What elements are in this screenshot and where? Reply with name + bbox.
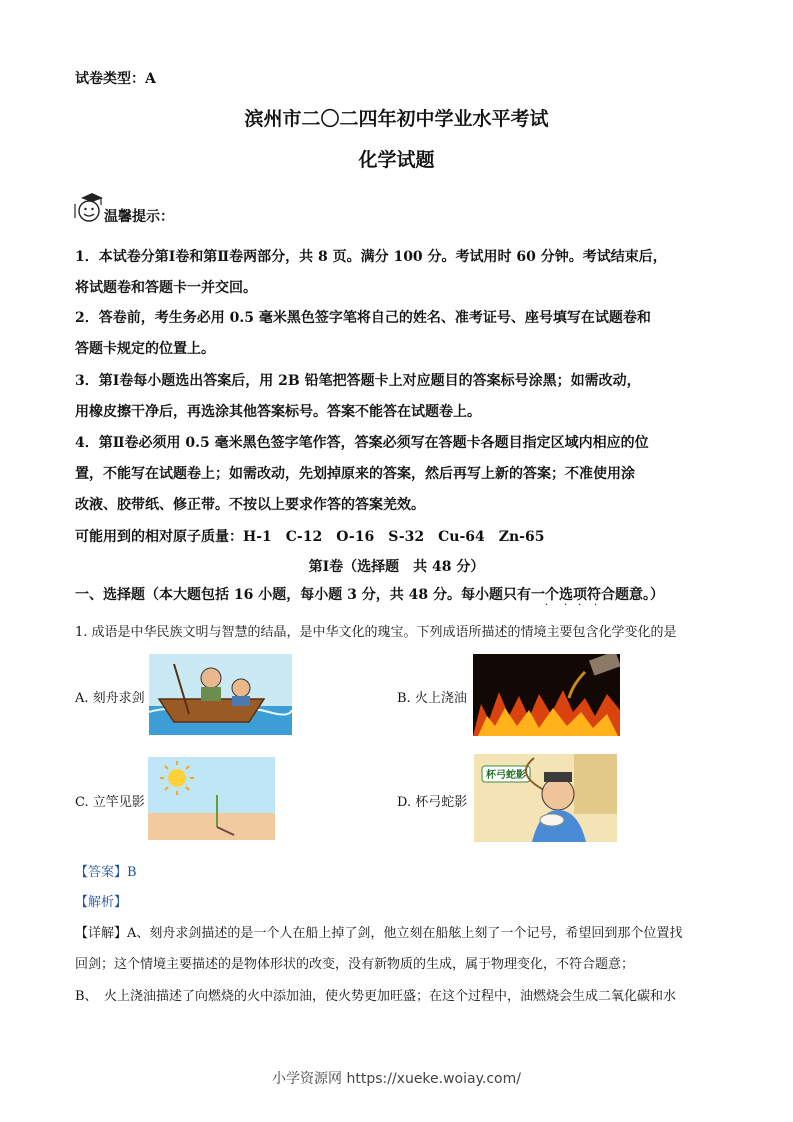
boat-picture bbox=[149, 654, 292, 735]
fire-oil-picture bbox=[473, 654, 620, 736]
option-c-label: C. 立竿见影 bbox=[75, 795, 145, 810]
tip-line: 置，不能写在试题卷上；如需改动，先划掉原来的答案，然后再写上新的答案；不准使用涂 bbox=[75, 466, 635, 482]
tip-line: 用橡皮擦干净后，再选涂其他答案标号。答案不能答在试题卷上。 bbox=[75, 404, 481, 420]
option-d-label: D. 杯弓蛇影 bbox=[397, 795, 468, 810]
emphasis-dot: · bbox=[594, 600, 598, 611]
exam-type: 试卷类型：A bbox=[75, 71, 156, 87]
tips-label: 温馨提示： bbox=[104, 209, 174, 225]
tip-line: 2．答卷前，考生务必用 0.5 毫米黑色签字笔将自己的姓名、准考证号、座号填写在试题卷和 bbox=[75, 310, 651, 326]
tip-line: 3．第Ⅰ卷每小题选出答案后，用 2B 铅笔把答题卡上对应题目的答案标号涂黑；如需改动， bbox=[75, 373, 641, 389]
option-a-label: A. 刻舟求剑 bbox=[75, 691, 145, 706]
tip-line: 改液、胶带纸、修正带。不按以上要求作答的答案羌效。 bbox=[75, 497, 425, 513]
emphasis-dot: · bbox=[545, 600, 549, 611]
bow-snake-picture bbox=[474, 754, 617, 842]
smiley-icon bbox=[72, 192, 104, 224]
emphasis-dot: · bbox=[564, 600, 568, 611]
detail-line: 回剑；这个情境主要描述的是物体形状的改变，没有新物质的生成，属于物理变化，不符合题意； bbox=[75, 957, 635, 972]
footer-watermark: 小学资源网 https://xueke.woiay.com/ bbox=[272, 1071, 521, 1087]
exam-title: 滨州市二〇二四年初中学业水平考试 bbox=[244, 108, 549, 130]
tip-line: 1．本试卷分第Ⅰ卷和第Ⅱ卷两部分，共 8 页。满分 100 分。考试用时 60 分钟。考试结束后， bbox=[75, 249, 667, 265]
picture-caption: 杯弓蛇影 bbox=[486, 770, 526, 781]
section-heading: 一、选择题（本大题包括 16 小题，每小题 3 分，共 48 分。每小题只有一个选项符合题意。） bbox=[75, 587, 664, 603]
tip-line: 答题卡规定的位置上。 bbox=[75, 341, 215, 357]
exam-subtitle: 化学试题 bbox=[358, 149, 435, 171]
question-stem: 1. 成语是中华民族文明与智慧的结晶，是中华文化的瑰宝。下列成语所描述的情境主要包含化学变化的是 bbox=[75, 625, 677, 640]
option-b-label: B. 火上浇油 bbox=[397, 691, 467, 706]
analysis-label: 【解析】 bbox=[75, 895, 128, 910]
answer-label: 【答案】B bbox=[75, 865, 137, 880]
detail-line: 【详解】A、刻舟求剑描述的是一个人在船上掉了剑，他立刻在船舷上刻了一个记号，希望回到那个位置找 bbox=[75, 926, 683, 941]
emphasis-dot: · bbox=[578, 600, 582, 611]
tip-line: 将试题卷和答题卡一并交回。 bbox=[75, 280, 257, 296]
pole-shadow-picture bbox=[148, 757, 275, 840]
atomic-mass-line: 可能用到的相对原子质量：H-1 C-12 O-16 S-32 Cu-64 Zn-65 bbox=[75, 529, 545, 545]
detail-line: B、 火上浇油描述了向燃烧的火中添加油，使火势更加旺盛；在这个过程中，油燃烧会生成二氧化碳和水 bbox=[75, 989, 677, 1004]
tip-line: 4．第Ⅱ卷必须用 0.5 毫米黑色签字笔作答，答案必须写在答题卡各题目指定区域内相应的位 bbox=[75, 435, 649, 451]
section-title: 第Ⅰ卷（选择题 共 48 分） bbox=[308, 559, 485, 575]
